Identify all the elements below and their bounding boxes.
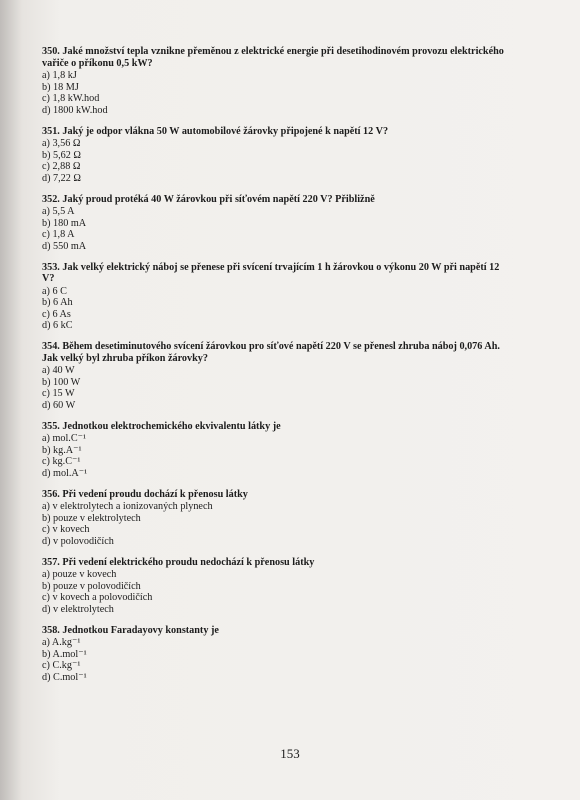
option-a: a) 5,5 A [42, 206, 75, 218]
option-c: c) kg.C⁻¹ [42, 456, 81, 468]
option-d: d) v elektrolytech [42, 603, 114, 615]
option-b: b) A.mol⁻¹ [42, 648, 87, 660]
option-a: a) 40 W [42, 365, 75, 377]
option-a: a) mol.C⁻¹ [42, 433, 87, 445]
option-c: c) 6 As [42, 308, 71, 320]
option-a: a) pouze v kovech [42, 569, 117, 581]
question-text: 353. Jak velký elektrický náboj se přenese při svícení trvajícím 1 h žárovkou o výkonu 20 W při napětí 12 V? [42, 261, 500, 285]
option-c: c) 1,8 A [42, 229, 75, 241]
question-text: 355. Jednotkou elektrochemického ekvivalentu látky je [42, 420, 281, 432]
option-d: d) mol.A⁻¹ [42, 468, 88, 479]
question-356 [42, 489, 512, 548]
question-353 [42, 262, 512, 333]
option-a: a) 6 C [42, 285, 67, 297]
option-b: b) 5,62 Ω [42, 149, 81, 161]
option-c: c) C.kg⁻¹ [42, 660, 81, 672]
option-d: d) v polovodičích [42, 535, 114, 547]
question-357 [42, 557, 512, 616]
option-b: b) 6 Ah [42, 297, 73, 309]
option-d: d) 60 W [42, 400, 76, 412]
question-text: 354. Během desetiminutového svícení žárovkou pro síťové napětí 220 V se přenesl zhruba náboj 0,076 Ah. Jak velký byl zhruba příkon žárovky? [42, 341, 500, 364]
question-text: 352. Jaký proud protéká 40 W žárovkou při síťovém napětí 220 V? Přibližně [42, 193, 375, 205]
question-text: 351. Jaký je odpor vlákna 50 W automobilové žárovky připojené k napětí 12 V? [42, 125, 389, 137]
option-c: c) 15 W [42, 388, 75, 400]
option-b: b) pouze v polovodičích [42, 580, 141, 592]
option-c: c) 1,8 kW.hod [42, 93, 100, 105]
question-352 [42, 194, 512, 253]
option-d: d) 1800 kW.hod [42, 104, 108, 116]
option-a: a) 1,8 kJ [42, 70, 77, 82]
question-text: 357. Při vedení elektrického proudu nedochází k přenosu látky [42, 556, 315, 568]
page-number: 153 [280, 746, 300, 761]
option-b: b) kg.A⁻¹ [42, 444, 82, 456]
option-a: a) 3,56 Ω [42, 138, 81, 150]
question-text: 350. Jaké množství tepla vznikne přeměnou z elektrické energie při desetihodinovém provozu elektrického vařiče o příkonu 0,5 kW? [42, 46, 504, 69]
option-c: c) v kovech a polovodičích [42, 592, 153, 604]
question-350 [42, 46, 512, 117]
option-d: d) C.mol⁻¹ [42, 671, 87, 683]
option-d: d) 550 mA [42, 240, 87, 252]
option-b: b) pouze v elektrolytech [42, 512, 141, 524]
option-b: b) 18 MJ [42, 81, 79, 93]
option-c: c) v kovech [42, 524, 90, 536]
option-a: a) A.kg⁻¹ [42, 637, 81, 649]
question-text: 358. Jednotkou Faradayovy konstanty je [42, 624, 219, 636]
question-354 [42, 341, 512, 412]
option-b: b) 100 W [42, 376, 81, 388]
option-d: d) 7,22 Ω [42, 172, 81, 184]
option-a: a) v elektrolytech a ionizovaných plynech [42, 501, 213, 513]
option-d: d) 6 kC [42, 320, 73, 332]
question-355 [42, 421, 512, 480]
question-list [42, 46, 512, 693]
option-c: c) 2,88 Ω [42, 161, 81, 173]
question-text: 356. Při vedení proudu dochází k přenosu látky [42, 488, 248, 500]
question-358 [42, 625, 512, 684]
question-351 [42, 126, 512, 185]
option-b: b) 180 mA [42, 217, 87, 229]
